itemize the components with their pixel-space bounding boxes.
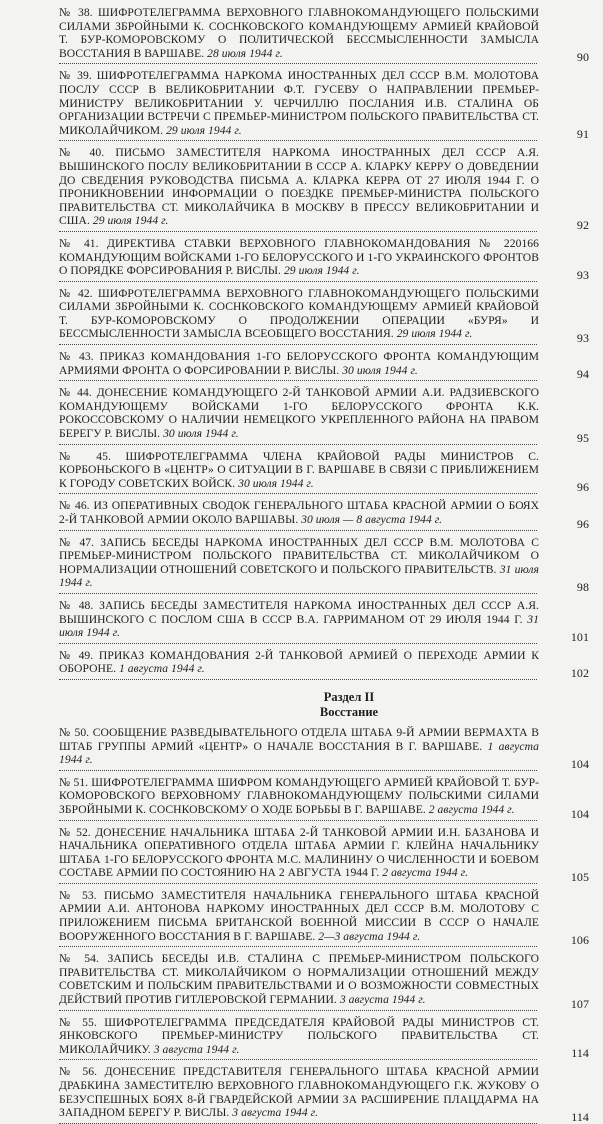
- dot-leader: [59, 138, 537, 141]
- entry-date: 30 июля 1944 г.: [238, 476, 314, 490]
- entry-date: 31 июля 1944 г.: [59, 612, 539, 640]
- entry-date: 29 июля 1944 г.: [166, 123, 242, 137]
- toc-entry: [59, 350, 589, 381]
- toc-entry: [59, 146, 589, 232]
- dot-leader: [59, 944, 537, 947]
- entry-date: 29 июля 1944 г.: [92, 214, 169, 228]
- page-number: 104: [570, 806, 589, 821]
- entry-date: 3 августа 1944 г.: [339, 993, 426, 1007]
- toc-entry: [59, 776, 589, 821]
- dot-leader: [59, 881, 537, 884]
- dot-leader: [59, 61, 537, 64]
- section-header: [59, 690, 589, 720]
- page-number: 95: [576, 430, 589, 445]
- page-number: 105: [570, 869, 589, 884]
- dot-leader: [59, 229, 537, 232]
- entry-date: 2 августа 1944 г.: [428, 802, 515, 816]
- toc-entry: [59, 287, 589, 345]
- page-number: 104: [570, 756, 589, 771]
- toc-entry: [59, 386, 589, 444]
- page-number: 114: [571, 1046, 589, 1061]
- entry-date: 1 августа 1944 г.: [59, 739, 539, 767]
- entry-date: 2 августа 1944 г.: [382, 866, 469, 880]
- toc-entry: [59, 649, 589, 680]
- toc-part-1: [59, 6, 589, 680]
- entry-date: 2—3 августа 1944 г.: [318, 929, 421, 943]
- dot-leader: [59, 378, 537, 381]
- page-number: 90: [576, 50, 589, 65]
- toc-entry: [59, 889, 589, 947]
- toc-entry: [59, 826, 589, 884]
- entry-date: 30 июля 1944 г.: [163, 427, 239, 441]
- dot-leader: [59, 279, 537, 282]
- dot-leader: [59, 641, 537, 644]
- entry-title: № 49. ПРИКАЗ КОМАНДОВАНИЯ 2-Й ТАНКОВОЙ АРМИЕЙ О ПЕРЕХОДЕ АРМИИ К ОБОРОНЕ.: [59, 648, 539, 676]
- entry-title: № 54. ЗАПИСЬ БЕСЕДЫ И.В. СТАЛИНА С ПРЕМЬЕР-МИНИСТРОМ ПОЛЬСКОГО ПРАВИТЕЛЬСТВА СТ. МИКОЛАЙЧИКОМ О НОРМАЛИЗАЦИИ ОТНОШЕНИЙ МЕЖДУ СОВЕТСКИМ И ПОЛЬСКИМ ПРАВИТЕЛЬСТВАМИ И О ВОЗМОЖНОСТИ СОВМЕСТНЫХ ДЕЙСТВИЙ ПРОТИВ ГИТЛЕРОВСКОЙ ГЕРМАНИИ.: [59, 952, 539, 1007]
- dot-leader: [59, 818, 537, 821]
- toc-entry: [59, 1016, 589, 1061]
- page-number: 107: [570, 996, 589, 1011]
- toc-entry: [59, 952, 589, 1010]
- page-number: 98: [576, 579, 589, 594]
- page-number: 91: [576, 127, 589, 142]
- toc-entry: [59, 450, 589, 495]
- page-number: 114: [571, 1109, 589, 1124]
- toc-entry: [59, 69, 589, 141]
- entry-title: № 56. ДОНЕСЕНИЕ ПРЕДСТАВИТЕЛЯ ГЕНЕРАЛЬНОГО ШТАБА КРАСНОЙ АРМИИ ДРАБКИНА ЗАМЕСТИТЕЛЮ ВЕРХОВНОГО ГЛАВНОКОМАНДУЮЩЕГО Г.К. ЖУКОВУ О БЕЗУСПЕШНЫХ БОЯХ 8-Й ГВАРДЕЙСКОЙ АРМИИ ЗА РАСШИРЕНИЕ ПЛАЦДАРМА НА ЗАПАДНОМ БЕРЕГУ Р. ВИСЛЫ.: [59, 1065, 539, 1120]
- entry-title: № 48. ЗАПИСЬ БЕСЕДЫ ЗАМЕСТИТЕЛЯ НАРКОМА ИНОСТРАННЫХ ДЕЛ СССР А.Я. ВЫШИНСКОГО С ПОСЛОМ США В СССР В.А. ГАРРИМАНОМ ОТ 29 ИЮЛЯ 1944 Г.: [59, 598, 539, 626]
- entry-title: № 43. ПРИКАЗ КОМАНДОВАНИЯ 1-ГО БЕЛОРУССКОГО ФРОНТА КОМАНДУЮЩИМ АРМИЯМИ ФРОНТА О ФОРСИРОВАНИИ Р. ВИСЛЫ.: [59, 350, 539, 377]
- entry-title: № 38. ШИФРОТЕЛЕГРАММА ВЕРХОВНОГО ГЛАВНОКОМАНДУЮЩЕГО ПОЛЬСКИМИ СИЛАМИ ЗБРОЙНЫМИ К. СОСНКОВСКОГО КОМАНДУЮЩЕМУ АРМИЕЙ КРАЙОВОЙ Т. БУР-КОМОРОВСКОМУ О ПОЛИТИЧЕСКОЙ БЕССМЫСЛЕННОСТИ ЗАМЫСЛА ВОССТАНИЯ В ВАРШАВЕ.: [59, 6, 539, 60]
- entry-title: № 50. СООБЩЕНИЕ РАЗВЕДЫВАТЕЛЬНОГО ОТДЕЛА ШТАБА 9-Й АРМИИ ВЕРМАХТА В ШТАБ ГРУППЫ АРМИЙ «ЦЕНТР» О НАЧАЛЕ ВОССТАНИЯ В Г. ВАРШАВЕ.: [59, 725, 539, 753]
- entry-date: 3 августа 1944 г.: [232, 1106, 319, 1120]
- dot-leader: [59, 491, 537, 494]
- dot-leader: [59, 768, 537, 771]
- section-title: Раздел II: [323, 689, 375, 704]
- page-number: 94: [576, 367, 589, 382]
- page-number: 101: [570, 629, 589, 644]
- entry-title: № 47. ЗАПИСЬ БЕСЕДЫ НАРКОМА ИНОСТРАННЫХ ДЕЛ СССР В.М. МОЛОТОВА С ПРЕМЬЕР-МИНИСТРОМ ПОЛЬСКОГО ПРАВИТЕЛЬСТВА СТ. МИКОЛАЙЧИКОМ О НОРМАЛИЗАЦИИ ОТНОШЕНИЙ СОВЕТСКОГО И ПОЛЬСКОГО ПРАВИТЕЛЬСТВ.: [59, 535, 539, 576]
- page-number: 92: [576, 217, 589, 232]
- entry-date: 30 июля 1944 г.: [342, 363, 418, 377]
- toc-entry: [59, 599, 589, 644]
- dot-leader: [59, 342, 537, 345]
- entry-date: 31 июля 1944 г.: [59, 562, 539, 590]
- page-number: 102: [570, 665, 589, 680]
- dot-leader: [59, 1121, 537, 1124]
- toc-entry: [59, 499, 589, 530]
- entry-title: № 53. ПИСЬМО ЗАМЕСТИТЕЛЯ НАЧАЛЬНИКА ГЕНЕРАЛЬНОГО ШТАБА КРАСНОЙ АРМИИ А.И. АНТОНОВА НАРКОМУ ИНОСТРАННЫХ ДЕЛ СССР В.М. МОЛОТОВУ С ПРИЛОЖЕНИЕМ ПИСЬМА БРИТАНСКОЙ ВОЕННОЙ МИССИИ В СССР О НАЧАЛЕ ВООРУЖЕННОГО ВОССТАНИЯ В Г. ВАРШАВЕ.: [59, 888, 539, 943]
- entry-title: № 45. ШИФРОТЕЛЕГРАММА ЧЛЕНА КРАЙОВОЙ РАДЫ МИНИСТРОВ С. КОРБОНЬСКОГО В «ЦЕНТР» О СИТУАЦИИ В Г. ВАРШАВЕ В СВЯЗИ С ПРИБЛИЖЕНИЕМ К ГОРОДУ СОВЕТСКИХ ВОЙСК.: [59, 449, 539, 490]
- dot-leader: [59, 528, 537, 531]
- dot-leader: [59, 677, 537, 680]
- entry-title: № 40. ПИСЬМО ЗАМЕСТИТЕЛЯ НАРКОМА ИНОСТРАННЫХ ДЕЛ СССР А.Я. ВЫШИНСКОГО ПОСЛУ ВЕЛИКОБРИТАНИИ В СССР А. КЛАРКУ КЕРРУ О ДОВЕДЕНИИ ДО СВЕДЕНИЯ РУКОВОДСТВА ПИСЬМА А. КЛАРКА КЕРРА ОТ 27 ИЮЛЯ 1944 Г. О ПРОНИКНОВЕНИИ ИНФОРМАЦИИ О ПОЕЗДКЕ ПРЕМЬЕР-МИНИСТРА ПОЛЬСКОГО ПРАВИТЕЛЬСТВА СТ. МИКОЛАЙЧИКА В МОСКВУ В ПРЕССУ ВЕЛИКОБРИТАНИИ И США.: [59, 146, 539, 228]
- page-number: 96: [576, 480, 589, 495]
- entry-title: № 39. ШИФРОТЕЛЕГРАММА НАРКОМА ИНОСТРАННЫХ ДЕЛ СССР В.М. МОЛОТОВА ПОСЛУ СССР В ВЕЛИКОБРИТАНИИ Ф.Т. ГУСЕВУ О НАПРАВЛЕНИИ ПРЕМЬЕР-МИНИСТРУ ВЕЛИКОБРИТАНИИ У. ЧЕРЧИЛЛЮ ПОСЛАНИЯ И.В. СТАЛИНА ОБ ОРГАНИЗАЦИИ ВСТРЕЧИ С ПРЕМЬЕР-МИНИСТРОМ ПОЛЬСКОГО ПРАВИТЕЛЬСТВА СТ. МИКОЛАЙЧИКОМ.: [59, 69, 539, 137]
- entry-title: № 44. ДОНЕСЕНИЕ КОМАНДУЮЩЕГО 2-Й ТАНКОВОЙ АРМИИ А.И. РАДЗИЕВСКОГО КОМАНДУЮЩЕМУ ВОЙСКАМИ 1-ГО БЕЛОРУССКОГО ФРОНТА К.К. РОКОССОВСКОМУ О НАЛИЧИИ НЕМЕЦКОГО УКРЕПЛЕННОГО РАЙОНА НА ПРАВОМ БЕРЕГУ Р. ВИСЛЫ.: [59, 386, 539, 441]
- page-number: 93: [576, 331, 589, 346]
- entry-title: № 42. ШИФРОТЕЛЕГРАММА ВЕРХОВНОГО ГЛАВНОКОМАНДУЮЩЕГО ПОЛЬСКИМИ СИЛАМИ ЗБРОЙНЫМИ К. СОСНКОВСКОГО КОМАНДУЮЩЕМУ АРМИЕЙ КРАЙОВОЙ Т. БУР-КОМОРОВСКОМУ О ПРОДОЛЖЕНИИ ОПЕРАЦИИ «БУРЯ» И БЕССМЫСЛЕННОСТИ ЗАМЫСЛА ВСЕОБЩЕГО ВОССТАНИЯ.: [59, 286, 539, 341]
- entry-title: № 55. ШИФРОТЕЛЕГРАММА ПРЕДСЕДАТЕЛЯ КРАЙОВОЙ РАДЫ МИНИСТРОВ СТ. ЯНКОВСКОГО ПРЕМЬЕР-МИНИСТРУ ПОЛЬСКОГО ПРАВИТЕЛЬСТВА СТ. МИКОЛАЙЧИКУ.: [59, 1015, 539, 1056]
- entry-date: 30 июля — 8 августа 1944 г.: [301, 513, 443, 526]
- entry-date: 28 июля 1944 г.: [207, 46, 283, 60]
- dot-leader: [59, 1008, 537, 1011]
- dot-leader: [59, 1057, 537, 1060]
- entry-date: 3 августа 1944 г.: [153, 1042, 240, 1056]
- page-number: 106: [570, 933, 589, 948]
- entry-date: 29 июля 1944 г.: [283, 264, 360, 278]
- toc-entry: [59, 1065, 589, 1123]
- entry-date: 29 июля 1944 г.: [396, 327, 473, 341]
- page-number: 96: [576, 516, 589, 531]
- entry-date: 1 августа 1944 г.: [119, 662, 205, 676]
- dot-leader: [59, 591, 537, 594]
- toc-entry: [59, 6, 589, 64]
- entry-title: № 51. ШИФРОТЕЛЕГРАММА ШИФРОМ КОМАНДУЮЩЕГО АРМИЕЙ КРАЙОВОЙ Т. БУР-КОМОРОВСКОГО ВЕРХОВНОМУ ГЛАВНОКОМАНДУЮЩЕМУ ПОЛЬСКИМИ СИЛАМИ ЗБРОЙНЫМИ К. СОСНКОВСКОМУ О ХОДЕ БОРЬБЫ В Г. ВАРШАВЕ.: [59, 775, 539, 816]
- dot-leader: [59, 442, 537, 445]
- toc-entry: [59, 726, 589, 771]
- toc-entry: [59, 536, 589, 594]
- entry-title: № 46. ИЗ ОПЕРАТИВНЫХ СВОДОК ГЕНЕРАЛЬНОГО ШТАБА КРАСНОЙ АРМИИ О БОЯХ 2-Й ТАНКОВОЙ АРМИИ ОКОЛО ВАРШАВЫ.: [59, 499, 539, 526]
- toc-part-2: [59, 726, 589, 1124]
- section-subtitle: Восстание: [319, 704, 379, 719]
- entry-title: № 41. ДИРЕКТИВА СТАВКИ ВЕРХОВНОГО ГЛАВНОКОМАНДОВАНИЯ № 220166 КОМАНДУЮЩИМ ВОЙСКАМИ 1-ГО БЕЛОРУССКОГО И 1-ГО УКРАИНСКОГО ФРОНТОВ О ПОРЯДКЕ ФОРСИРОВАНИЯ Р. ВИСЛЫ.: [59, 236, 539, 278]
- entry-title: № 52. ДОНЕСЕНИЕ НАЧАЛЬНИКА ШТАБА 2-Й ТАНКОВОЙ АРМИИ И.Н. БАЗАНОВА И НАЧАЛЬНИКА ОПЕРАТИВНОГО ОТДЕЛА ШТАБА АРМИИ Г. КЛЕЙНА НАЧАЛЬНИКУ ШТАБА 1-ГО БЕЛОРУССКОГО ФРОНТА М.С. МАЛИНИНУ О ЧИСЛЕННОСТИ И БОЕВОМ СОСТАВЕ АРМИИ ПО СОСТОЯНИЮ НА 2 АВГУСТА 1944 Г.: [59, 825, 539, 880]
- page-number: 93: [576, 267, 589, 282]
- toc-entry: [59, 237, 589, 282]
